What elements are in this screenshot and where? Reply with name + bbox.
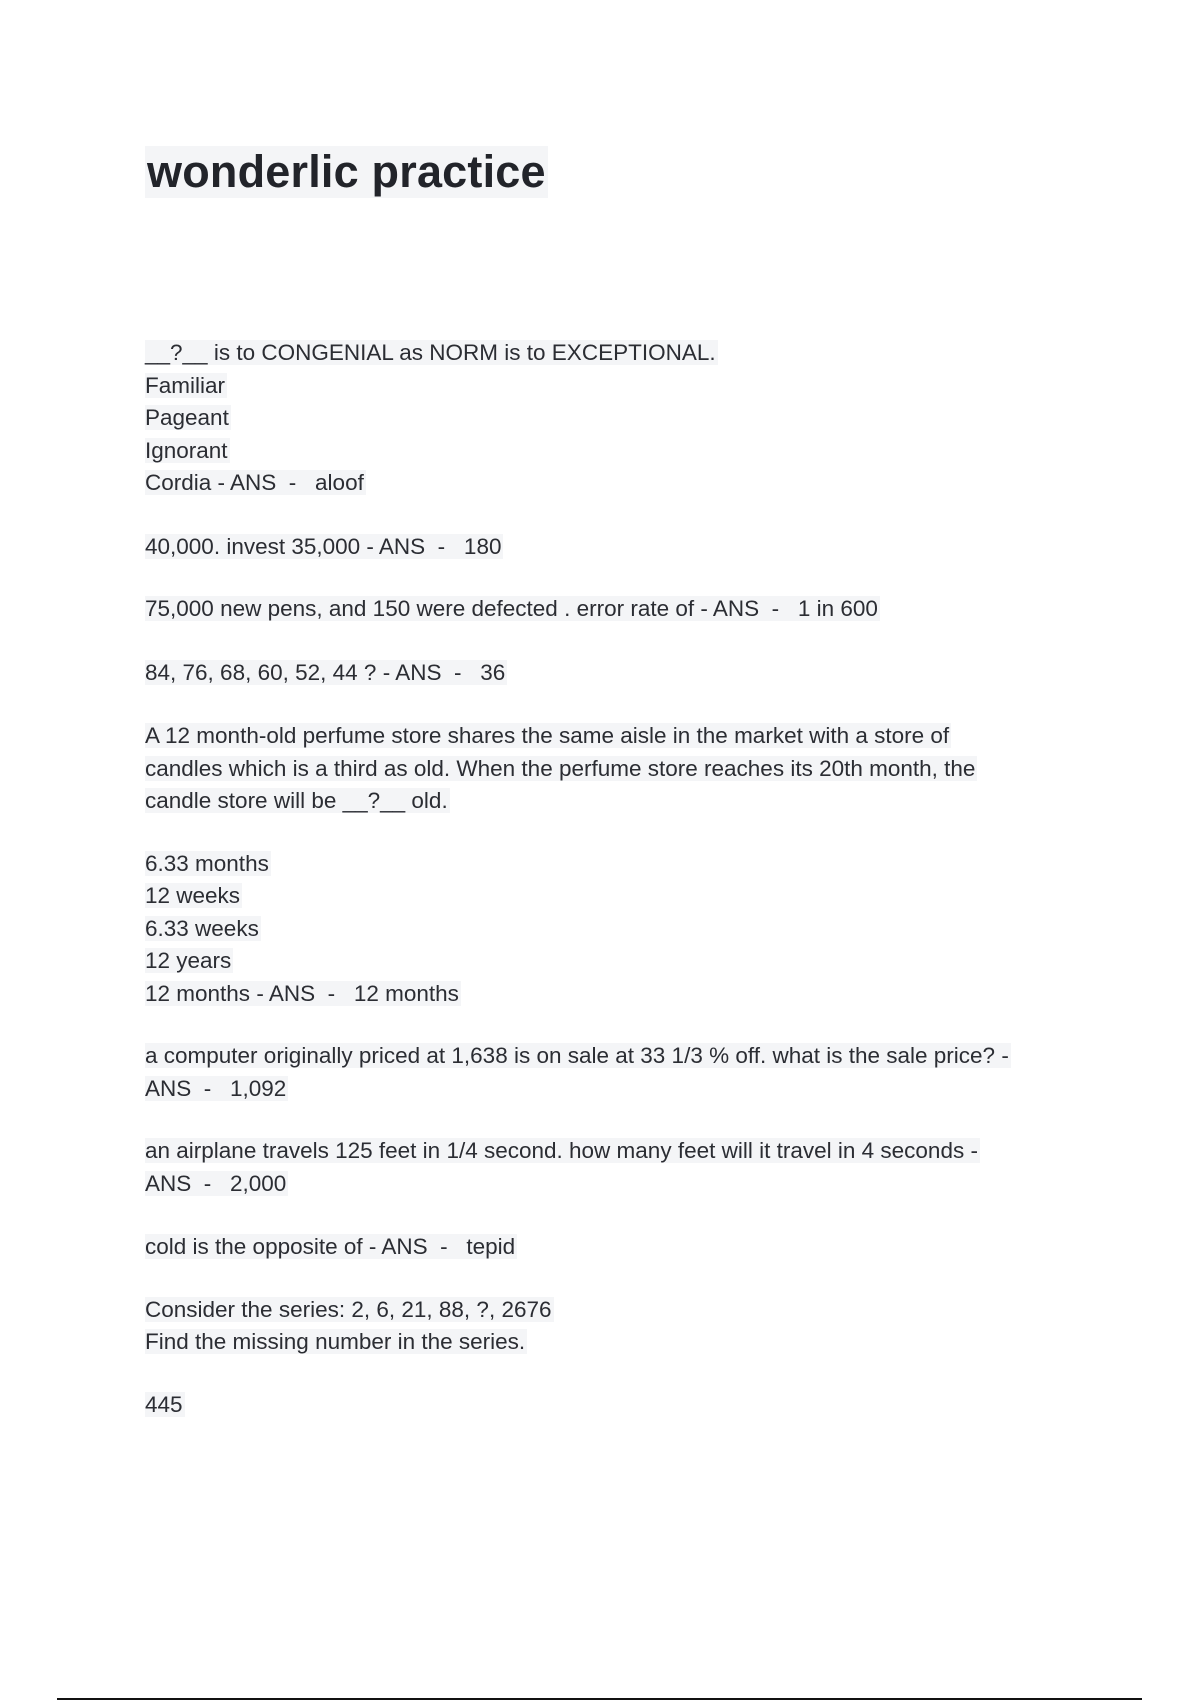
question-5-option [145, 880, 1085, 913]
question-9-answer-text: 445 [145, 1391, 183, 1417]
question-2 [145, 531, 1085, 564]
document-body [145, 337, 1085, 1421]
question-5-line [145, 753, 1085, 786]
question-5 [145, 720, 1085, 1010]
question-5-option-1: 6.33 months [145, 850, 269, 876]
question-5-option-3: 6.33 weeks [145, 915, 259, 941]
question-5-answer-text: 12 months - ANS - 12 months [145, 980, 459, 1006]
question-5-line [145, 720, 1085, 753]
question-9-answer [145, 1389, 1085, 1422]
page-title: wonderlic practice [147, 146, 546, 197]
spacer [145, 563, 1085, 593]
question-8-text: cold is the opposite of - ANS - tepid [145, 1234, 516, 1259]
question-1-option-3: Ignorant [145, 437, 228, 463]
question-7-line [145, 1135, 1085, 1168]
spacer [145, 689, 1085, 720]
question-1-option [145, 370, 1085, 403]
spacer [145, 1359, 1085, 1389]
question-3 [145, 593, 1085, 626]
question-8 [145, 1231, 1085, 1264]
question-6-line [145, 1040, 1085, 1073]
question-9-line [145, 1326, 1085, 1359]
question-5-option-2: 12 weeks [145, 883, 241, 908]
spacer [145, 1200, 1085, 1231]
question-1-answer [145, 467, 1085, 500]
question-5-line-3: candle store will be __?__ old. [145, 788, 448, 813]
spacer [145, 818, 1085, 848]
question-5-option [145, 945, 1085, 978]
question-7-line-1: an airplane travels 125 feet in 1/4 second. how many feet will it travel in 4 seconds - [145, 1138, 978, 1163]
spacer [145, 1010, 1085, 1040]
question-3-text: 75,000 new pens, and 150 were defected . error rate of - ANS - 1 in 600 [145, 596, 878, 621]
question-5-answer [145, 978, 1085, 1011]
question-7-line [145, 1168, 1085, 1201]
question-5-line-1: A 12 month-old perfume store shares the same aisle in the market with a store of [145, 723, 950, 748]
question-6-line [145, 1073, 1085, 1106]
question-1 [145, 337, 1085, 500]
spacer [145, 626, 1085, 657]
spacer [145, 1105, 1085, 1135]
question-4-text: 84, 76, 68, 60, 52, 44 ? - ANS - 36 [145, 659, 506, 685]
question-6-line-2: ANS - 1,092 [145, 1075, 287, 1101]
question-5-line-2: candles which is a third as old. When the perfume store reaches its 20th month, the [145, 755, 976, 781]
question-6 [145, 1040, 1085, 1105]
question-9-line [145, 1294, 1085, 1327]
question-5-option [145, 913, 1085, 946]
question-5-option [145, 848, 1085, 881]
question-5-line [145, 785, 1085, 818]
question-1-prompt [145, 337, 1085, 370]
question-1-prompt-text: __?__ is to CONGENIAL as NORM is to EXCEPTIONAL. [145, 340, 716, 365]
spacer [145, 500, 1085, 531]
question-1-option [145, 402, 1085, 435]
question-9 [145, 1294, 1085, 1422]
question-4 [145, 657, 1085, 690]
question-9-line-2: Find the missing number in the series. [145, 1329, 526, 1354]
question-2-text: 40,000. invest 35,000 - ANS - 180 [145, 533, 502, 559]
question-7-line-2: ANS - 2,000 [145, 1170, 287, 1196]
question-1-option-1: Familiar [145, 372, 226, 398]
question-1-option [145, 435, 1085, 468]
spacer [145, 1264, 1085, 1294]
question-5-option-4: 12 years [145, 948, 232, 973]
question-6-line-1: a computer originally priced at 1,638 is on sale at 33 1/3 % off. what is the sale price? - [145, 1043, 1009, 1068]
question-7 [145, 1135, 1085, 1200]
question-1-option-2: Pageant [145, 405, 229, 430]
question-1-answer-text: Cordia - ANS - aloof [145, 470, 364, 495]
question-9-line-1: Consider the series: 2, 6, 21, 88, ?, 2676 [145, 1296, 552, 1322]
